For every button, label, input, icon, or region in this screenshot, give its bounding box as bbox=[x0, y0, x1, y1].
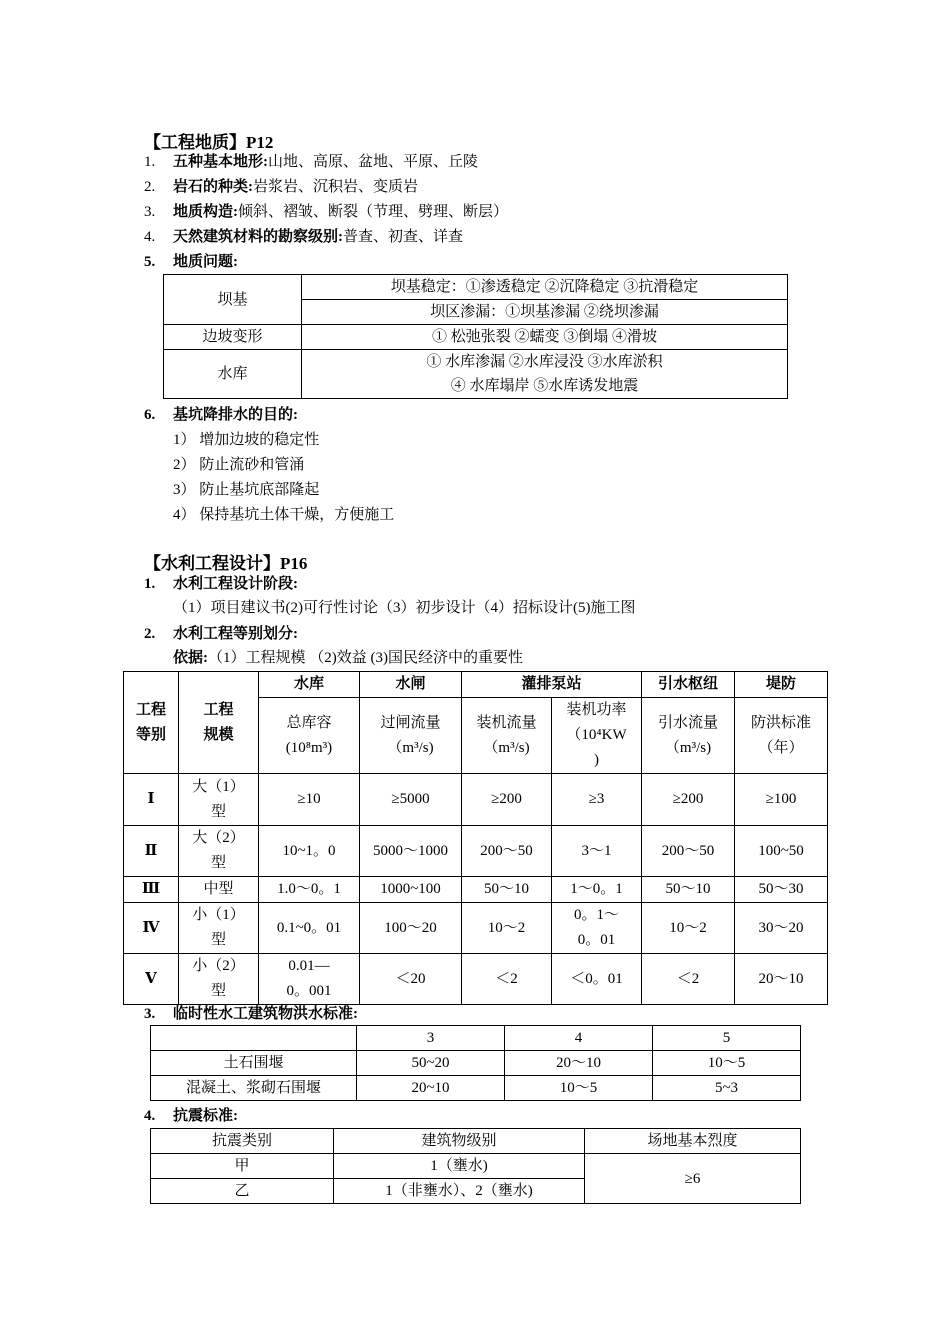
list-item: 4. 抗震标准: bbox=[144, 1108, 238, 1124]
scale-cell: 大（1） 型 bbox=[179, 774, 259, 826]
value-cell: ≥200 bbox=[462, 774, 552, 826]
value-cell: ≥5000 bbox=[360, 774, 462, 826]
value-cell: ≥200 bbox=[642, 774, 735, 826]
value-cell: 10~1。0 bbox=[259, 826, 360, 877]
grade-cell: Ⅱ bbox=[124, 826, 179, 877]
value-cell: 20～10 bbox=[735, 954, 828, 1005]
value-cell: ＜20 bbox=[360, 954, 462, 1005]
subheader: 过闸流量 （m³/s) bbox=[360, 698, 462, 774]
list-item: 2. 水利工程等别划分: bbox=[144, 626, 298, 642]
seismic-table bbox=[150, 1128, 801, 1204]
sub-item: 2） 防止流砂和管涌 bbox=[173, 457, 305, 473]
list-item: 6. 基坑降排水的目的: bbox=[144, 407, 298, 423]
value-cell: 10～2 bbox=[462, 903, 552, 954]
value-cell: ≥10 bbox=[259, 774, 360, 826]
subheader: 引水流量 （m³/s) bbox=[642, 698, 735, 774]
list-item: 3. 临时性水工建筑物洪水标准: bbox=[144, 1006, 358, 1022]
value-cell: 0。1～ 0。01 bbox=[552, 903, 642, 954]
header-grade: 工程 等别 bbox=[124, 672, 179, 774]
table-row bbox=[124, 903, 828, 954]
subheader: 装机流量 （m³/s) bbox=[462, 698, 552, 774]
cell: 甲 bbox=[151, 1154, 334, 1179]
cell: 场地基本烈度 bbox=[585, 1129, 801, 1154]
value-cell: 10～2 bbox=[642, 903, 735, 954]
value-cell: 50～10 bbox=[642, 877, 735, 903]
cell: 5 bbox=[653, 1026, 801, 1051]
value-cell: 200～50 bbox=[642, 826, 735, 877]
value-cell: 1.0～0。1 bbox=[259, 877, 360, 903]
geology-problems-table bbox=[163, 274, 788, 399]
grading-basis: 依据:（1）工程规模 （2)效益 (3)国民经济中的重要性 bbox=[173, 650, 523, 666]
list-item: 5. 地质问题: bbox=[144, 254, 238, 270]
subheader: 总库容 (10⁸m³) bbox=[259, 698, 360, 774]
cell: 坝基稳定：①渗透稳定 ②沉降稳定 ③抗滑稳定 bbox=[302, 275, 788, 300]
cell: 50~20 bbox=[357, 1051, 505, 1076]
cell: 20～10 bbox=[505, 1051, 653, 1076]
value-cell: ＜0。01 bbox=[552, 954, 642, 1005]
cell: 20~10 bbox=[357, 1076, 505, 1101]
value-cell: 100～20 bbox=[360, 903, 462, 954]
value-cell: 30～20 bbox=[735, 903, 828, 954]
header-group: 水库 bbox=[259, 672, 360, 698]
scale-cell: 中型 bbox=[179, 877, 259, 903]
grade-cell: Ⅰ bbox=[124, 774, 179, 826]
value-cell: 50～30 bbox=[735, 877, 828, 903]
cell: 10～5 bbox=[505, 1076, 653, 1101]
scale-cell: 小（1） 型 bbox=[179, 903, 259, 954]
cell: 坝区渗漏：①坝基渗漏 ②绕坝渗漏 bbox=[302, 300, 788, 325]
list-item: 1. 水利工程设计阶段: bbox=[144, 576, 298, 592]
value-cell: 3～1 bbox=[552, 826, 642, 877]
cell: 10～5 bbox=[653, 1051, 801, 1076]
header-group: 灌排泵站 bbox=[462, 672, 642, 698]
header-group: 引水枢纽 bbox=[642, 672, 735, 698]
value-cell: 1000~100 bbox=[360, 877, 462, 903]
cell: 土石围堰 bbox=[151, 1051, 357, 1076]
grade-cell: Ⅴ bbox=[124, 954, 179, 1005]
value-cell: ＜2 bbox=[642, 954, 735, 1005]
header-scale: 工程 规模 bbox=[179, 672, 259, 774]
cell: ① 水库渗漏 ②水库浸没 ③水库淤积 ④ 水库塌岸 ⑤水库诱发地震 bbox=[302, 350, 788, 399]
header-group: 堤防 bbox=[735, 672, 828, 698]
list-item: 3. 地质构造:倾斜、褶皱、断裂（节理、劈理、断层） bbox=[144, 204, 509, 220]
scale-cell: 大（2） 型 bbox=[179, 826, 259, 877]
cell: 建筑物级别 bbox=[334, 1129, 585, 1154]
cell: 混凝土、浆砌石围堰 bbox=[151, 1076, 357, 1101]
scale-cell: 小（2） 型 bbox=[179, 954, 259, 1005]
section-title-design: 【水利工程设计】P16 bbox=[144, 554, 308, 573]
flood-table bbox=[150, 1025, 801, 1101]
sub-item: 4） 保持基坑土体干燥，方便施工 bbox=[173, 507, 395, 523]
cell: 水库 bbox=[164, 350, 302, 399]
value-cell: 5000～1000 bbox=[360, 826, 462, 877]
grade-cell: Ⅳ bbox=[124, 903, 179, 954]
section-title-geology: 【工程地质】P12 bbox=[144, 133, 274, 152]
value-cell: 50～10 bbox=[462, 877, 552, 903]
table-row bbox=[124, 954, 828, 1005]
table-row bbox=[124, 826, 828, 877]
value-cell: 0.01— 0。001 bbox=[259, 954, 360, 1005]
cell: 4 bbox=[505, 1026, 653, 1051]
cell: 坝基 bbox=[164, 275, 302, 325]
value-cell: ＜2 bbox=[462, 954, 552, 1005]
cell: 抗震类别 bbox=[151, 1129, 334, 1154]
cell: 1（非壅水）、2（壅水) bbox=[334, 1179, 585, 1204]
grade-table bbox=[123, 671, 828, 1005]
value-cell: 100~50 bbox=[735, 826, 828, 877]
list-item: 1. 五种基本地形:山地、高原、盆地、平原、丘陵 bbox=[144, 154, 479, 170]
sub-item: 3） 防止基坑底部隆起 bbox=[173, 482, 320, 498]
cell: 1（壅水) bbox=[334, 1154, 585, 1179]
cell: ≥6 bbox=[585, 1154, 801, 1204]
value-cell: 0.1~0。01 bbox=[259, 903, 360, 954]
value-cell: 1～0。1 bbox=[552, 877, 642, 903]
cell: 5~3 bbox=[653, 1076, 801, 1101]
value-cell: ≥100 bbox=[735, 774, 828, 826]
value-cell: ≥3 bbox=[552, 774, 642, 826]
cell: ① 松弛张裂 ②蠕变 ③倒塌 ④滑坡 bbox=[302, 325, 788, 350]
list-item: 4. 天然建筑材料的勘察级别:普查、初查、详查 bbox=[144, 229, 464, 245]
cell: 乙 bbox=[151, 1179, 334, 1204]
table-row bbox=[124, 877, 828, 903]
cell: 3 bbox=[357, 1026, 505, 1051]
sub-item: 1） 增加边坡的稳定性 bbox=[173, 432, 320, 448]
subheader: 防洪标准 （年） bbox=[735, 698, 828, 774]
grade-cell: Ⅲ bbox=[124, 877, 179, 903]
header-group: 水闸 bbox=[360, 672, 462, 698]
value-cell: 200～50 bbox=[462, 826, 552, 877]
cell: 边坡变形 bbox=[164, 325, 302, 350]
cell bbox=[151, 1026, 357, 1051]
table-row bbox=[124, 774, 828, 826]
subheader: 装机功率 （10⁴KW ) bbox=[552, 698, 642, 774]
design-stages: （1）项目建议书(2)可行性讨论（3）初步设计（4）招标设计(5)施工图 bbox=[173, 600, 636, 616]
list-item: 2. 岩石的种类:岩浆岩、沉积岩、变质岩 bbox=[144, 179, 419, 195]
